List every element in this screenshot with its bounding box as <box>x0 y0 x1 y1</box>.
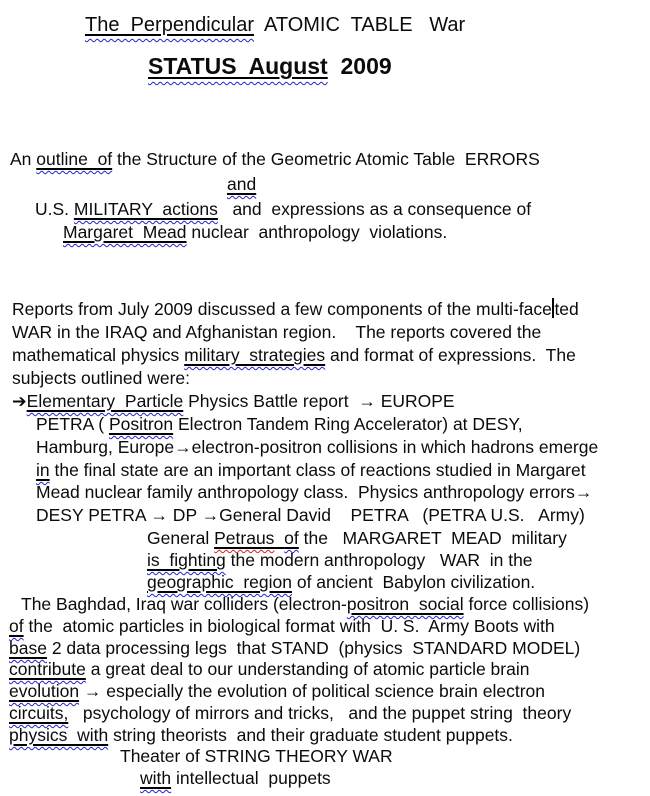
text-segment: intellectual puppets <box>171 768 331 788</box>
text-segment: Positron <box>108 414 174 434</box>
arrow-right-icon: ➔ <box>12 391 27 411</box>
text-segment: with <box>140 768 172 788</box>
status-line[interactable] <box>148 53 392 79</box>
text-line[interactable] <box>12 298 579 320</box>
text-segment: string theorists and their graduate student puppets. <box>108 725 513 745</box>
text-segment: DESY PETRA → DP →General David PETRA (PETRA U.S. Army) <box>36 505 585 525</box>
text-segment: Reports from July 2009 discussed a few components of the multi-face <box>12 299 552 319</box>
text-line[interactable] <box>12 344 576 366</box>
text-segment: Petraus <box>214 528 275 548</box>
text-segment: 2 data processing legs that STAND (physics STANDARD MODEL) <box>46 638 581 658</box>
text-segment: mathematical physics <box>12 345 185 365</box>
text-segment: and expressions as a consequence of <box>217 199 532 219</box>
text-segment: General <box>147 528 215 548</box>
text-segment: ted <box>554 299 579 319</box>
text-segment: Margaret Mead <box>63 222 187 242</box>
text-segment: force collisions) <box>463 594 590 614</box>
text-segment: of <box>9 616 24 636</box>
text-line[interactable] <box>36 481 592 503</box>
text-line[interactable] <box>147 527 567 549</box>
text-segment: base <box>9 638 47 658</box>
text-line[interactable] <box>9 637 580 659</box>
text-segment: of ancient Babylon civilization. <box>291 572 536 592</box>
text-segment: and <box>227 174 257 194</box>
title-line[interactable] <box>85 13 465 37</box>
text-segment: Hamburg, Europe→electron-positron collisions in which hadrons emerge <box>36 437 599 457</box>
text-segment: of <box>284 528 299 548</box>
text-segment: the MARGARET MEAD military <box>298 528 567 548</box>
text-segment: physics with <box>9 725 109 745</box>
text-line[interactable] <box>9 658 529 680</box>
text-segment: circuits, <box>9 703 69 723</box>
text-segment: PETRA ( <box>36 414 109 434</box>
text-segment: subjects outlined were: <box>12 368 191 388</box>
text-segment <box>274 528 284 548</box>
text-segment: the modern anthropology WAR in the <box>225 550 533 570</box>
text-segment: Electron Tandem Ring Accelerator) at DESY, <box>173 414 523 434</box>
text-segment: STATUS August <box>148 53 328 79</box>
text-segment: contribute <box>9 659 86 679</box>
text-segment: Physics Battle report → EUROPE <box>183 391 455 411</box>
text-line[interactable] <box>12 390 455 412</box>
text-line[interactable] <box>36 436 598 458</box>
text-segment: and format of expressions. The <box>325 345 576 365</box>
text-segment: MILITARY actions <box>73 199 218 219</box>
text-segment: WAR in the IRAQ and Afghanistan region. The reports covered the <box>12 322 542 342</box>
text-line[interactable] <box>120 745 393 767</box>
text-line[interactable] <box>12 321 541 343</box>
text-segment: Elementary Particle <box>26 391 184 411</box>
text-line[interactable] <box>35 198 531 220</box>
text-segment: Theater of STRING THEORY WAR <box>120 746 393 766</box>
text-segment: a great deal to our understanding of atomic particle brain <box>85 659 530 679</box>
text-segment: U.S. <box>35 199 74 219</box>
text-line[interactable] <box>147 549 533 571</box>
text-segment: 2009 <box>327 53 392 79</box>
text-line[interactable] <box>140 767 331 789</box>
text-segment: is fighting <box>147 550 226 570</box>
text-segment: Mead nuclear family anthropology class. Physics anthropology errors→ <box>36 482 593 502</box>
text-segment: psychology of mirrors and tricks, and the puppet string theory <box>68 703 572 723</box>
text-line[interactable] <box>147 571 535 593</box>
text-segment: geographic region <box>147 572 292 592</box>
text-line[interactable] <box>21 593 589 615</box>
text-segment: An <box>10 149 37 169</box>
text-segment: nuclear anthropology violations. <box>186 222 448 242</box>
text-line[interactable] <box>36 504 585 526</box>
text-line[interactable] <box>36 459 586 481</box>
text-line[interactable] <box>12 367 190 389</box>
text-segment: → especially the evolution of political science brain electron <box>79 681 546 701</box>
text-segment: the Structure of the Geometric Atomic Table ERRORS <box>112 149 540 169</box>
text-line[interactable] <box>10 148 540 170</box>
text-segment: the atomic particles in biological format with U. S. Army Boots with <box>23 616 555 636</box>
text-segment: the final state are an important class of reactions studied in Margaret <box>49 460 586 480</box>
text-line[interactable] <box>63 221 447 243</box>
text-segment: in <box>36 460 50 480</box>
text-segment: outline of <box>36 149 113 169</box>
text-segment: ATOMIC TABLE War <box>253 14 466 36</box>
text-segment: The Baghdad, Iraq war colliders (electron- <box>21 594 347 614</box>
text-segment: military strategies <box>184 345 326 365</box>
text-line[interactable] <box>9 702 571 724</box>
text-line[interactable] <box>9 724 513 746</box>
text-segment: evolution <box>9 681 80 701</box>
text-segment: The Perpendicular <box>85 14 254 36</box>
text-line[interactable] <box>9 680 545 702</box>
text-line[interactable] <box>9 615 555 637</box>
text-line[interactable] <box>36 413 523 435</box>
text-line[interactable] <box>227 173 256 195</box>
text-segment: positron social <box>346 594 464 614</box>
